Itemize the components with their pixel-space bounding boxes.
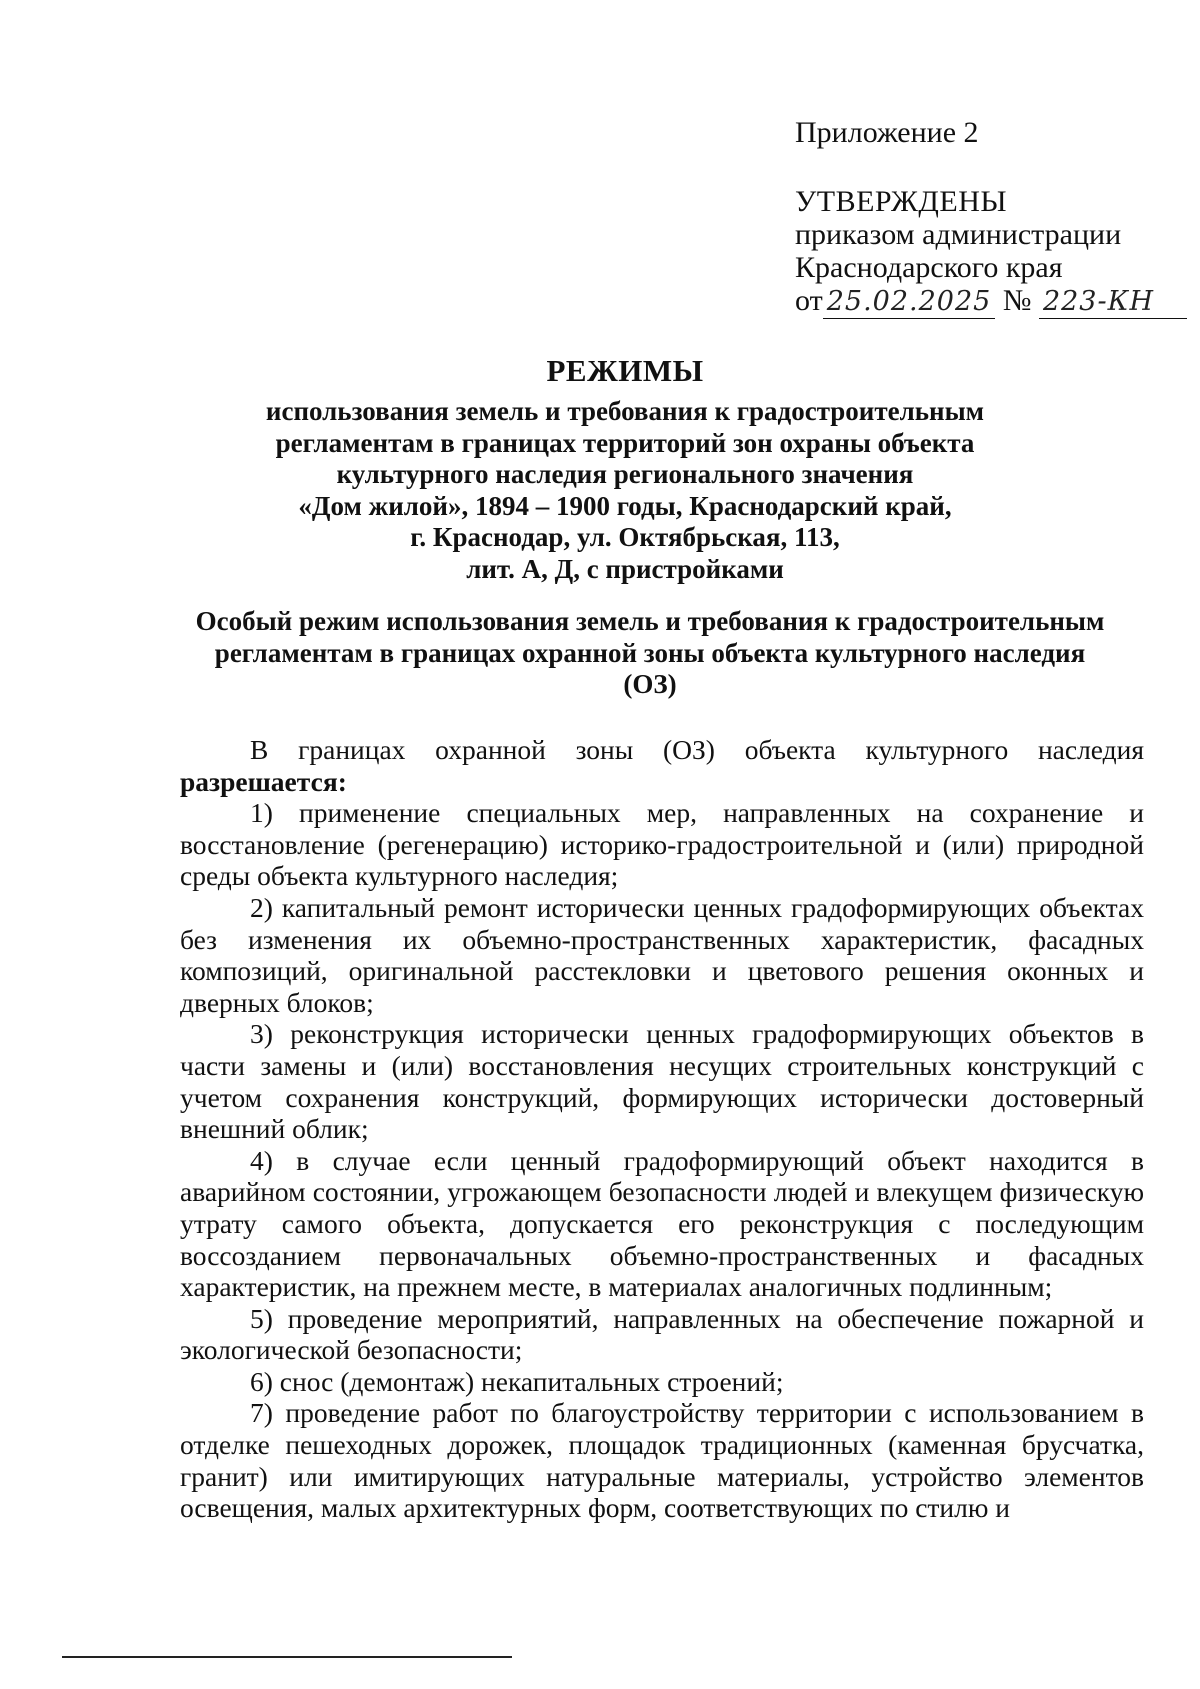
title-line: использования земель и требования к градостроительным xyxy=(265,396,985,426)
handwritten-date: 25.02.2025 xyxy=(823,285,996,319)
section-heading xyxy=(160,606,1140,701)
order-date-number-line xyxy=(795,284,1175,319)
section-heading-line: регламентам в границах охранной зоны объекта культурного наследия xyxy=(214,637,1086,668)
intro-text: В границах охранной зоны (ОЗ) объекта культурного наследия xyxy=(250,734,1144,765)
document-title xyxy=(175,352,1075,585)
approved-by-line-1: приказом администрации xyxy=(795,218,1122,251)
title-main: РЕЖИМЫ xyxy=(546,353,704,388)
section-heading-line: Особый режим использования земель и требования к градостроительным xyxy=(195,606,1105,636)
list-item: 5) проведение мероприятий, направленных на обеспечение пожарной и экологической безопасности; xyxy=(180,1302,1144,1366)
appendix-label: Приложение 2 xyxy=(795,116,979,149)
approved-by-line-2: Краснодарского края xyxy=(795,251,1063,284)
title-line: «Дом жилой», 1894 – 1900 годы, Краснодарский край, xyxy=(298,490,952,521)
list-item: 3) реконструкция исторически ценных градоформирующих объектов в части замены и (или) восстановления несущих строительных конструкций с учетом сохранения конструкций, формирующих исторически достоверный внешний облик; xyxy=(180,1018,1144,1145)
list-item: 7) проведение работ по благоустройству территории с использованием в отделке пешеходных дорожек, площадок традиционных (каменная брусчатка, гранит) или имитирующих натуральные материалы, устройство элементов освещения, малых архитектурных форм, соответствующих по стилю и xyxy=(180,1397,1144,1524)
handwritten-number: 223-КН xyxy=(1039,285,1187,319)
list-item: 6) снос (демонтаж) некапитальных строений; xyxy=(250,1365,784,1397)
approved-label: УТВЕРЖДЕНЫ xyxy=(795,185,1008,218)
intro-bold-text: разрешается: xyxy=(180,765,347,797)
list-item: 1) применение специальных мер, направленных на сохранение и восстановление (регенерацию) историко-градостроительной и (или) природной среды объекта культурного наследия; xyxy=(180,797,1144,892)
title-line: лит. А, Д, с пристройками xyxy=(466,553,784,584)
title-line: культурного наследия регионального значения xyxy=(336,459,914,489)
title-line: регламентам в границах территорий зон охраны объекта xyxy=(275,427,975,458)
title-line: г. Краснодар, ул. Октябрьская, 113, xyxy=(410,522,840,552)
document-body xyxy=(180,734,1144,1524)
footer-rule xyxy=(62,1656,512,1658)
approval-stamp xyxy=(795,116,1175,319)
list-item: 2) капитальный ремонт исторически ценных градоформирующих объектах без изменения их объемно-пространственных характеристик, фасадных композиций, оригинальной расстекловки и цветового решения оконных и дверных блоков; xyxy=(180,891,1144,1018)
intro-paragraph xyxy=(180,734,1144,797)
from-prefix: от xyxy=(795,284,823,317)
section-heading-line: (ОЗ) xyxy=(623,669,677,699)
number-prefix: № xyxy=(1002,284,1032,317)
list-item: 4) в случае если ценный градоформирующий объект находится в аварийном состоянии, угрожающем безопасности людей и влекущем физическую утрату самого объекта, допускается его реконструкция с последующим воссозданием первоначальных объемно-пространственных и фасадных характеристик, на прежнем месте, в материалах аналогичных подлинным; xyxy=(180,1144,1144,1303)
